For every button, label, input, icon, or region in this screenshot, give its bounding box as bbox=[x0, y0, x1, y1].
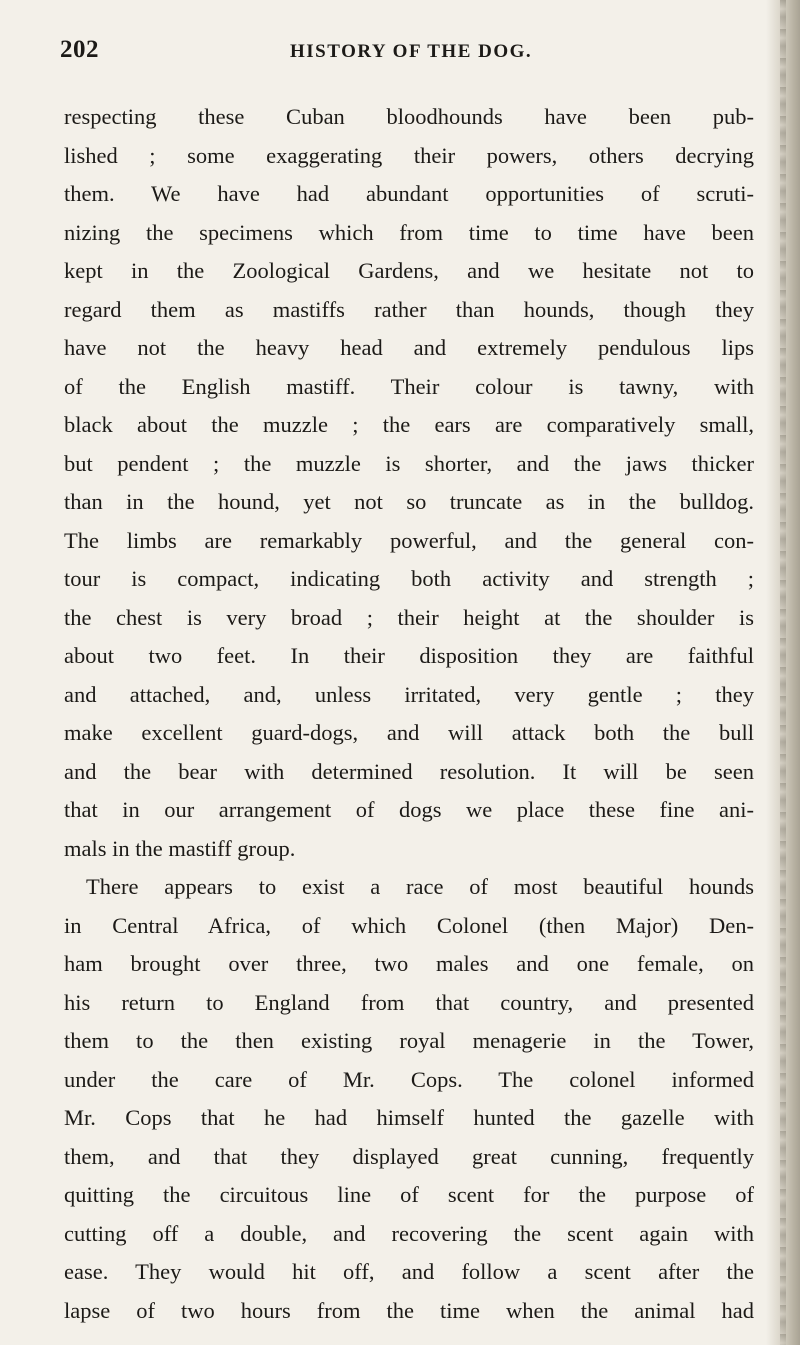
text-line: about two feet. In their disposition they are faithful bbox=[64, 643, 754, 668]
text-line: under the care of Mr. Cops. The colonel informed bbox=[64, 1066, 754, 1092]
text-line: lished ; some exaggerating their powers, others decrying bbox=[64, 142, 754, 168]
text-line: them. We have had abundant opportunities of scruti- bbox=[64, 181, 754, 206]
text-line: of the English mastiff. Their colour is tawny, with bbox=[64, 373, 754, 399]
text-line: and attached, and, unless irritated, very gentle ; they bbox=[64, 681, 754, 707]
text-line: Mr. Cops that he had himself hunted the gazelle with bbox=[64, 1105, 754, 1130]
text-line: lapse of two hours from the time when the animal had bbox=[64, 1297, 754, 1323]
text-line: than in the hound, yet not so truncate as in the bulldog. bbox=[64, 489, 754, 514]
text-line: them to the then existing royal menagerie in the Tower, bbox=[64, 1028, 754, 1053]
text-line-paragraph-start: There appears to exist a race of most beautiful hounds bbox=[86, 874, 754, 899]
text-line: black about the muzzle ; the ears are comparatively small, bbox=[64, 412, 754, 437]
text-line: tour is compact, indicating both activity and strength ; bbox=[64, 566, 754, 591]
text-line: ham brought over three, two males and one female, on bbox=[64, 951, 754, 976]
text-line: that in our arrangement of dogs we place these fine ani- bbox=[64, 797, 754, 822]
text-line: respecting these Cuban bloodhounds have been pub- bbox=[64, 104, 754, 129]
text-line: The limbs are remarkably powerful, and the general con- bbox=[64, 527, 754, 553]
text-line: in Central Africa, of which Colonel (then Major) Den- bbox=[64, 912, 754, 938]
running-head: HISTORY OF THE DOG. bbox=[290, 41, 533, 62]
text-line: them, and that they displayed great cunning, frequently bbox=[64, 1143, 754, 1169]
text-line: quitting the circuitous line of scent for the purpose of bbox=[64, 1182, 754, 1207]
text-line: kept in the Zoological Gardens, and we hesitate not to bbox=[64, 258, 754, 283]
text-line: nizing the specimens which from time to time have been bbox=[64, 219, 754, 245]
page-edge-shadow bbox=[766, 0, 800, 1345]
text-line-paragraph-end: mals in the mastiff group. bbox=[64, 835, 296, 861]
page-number: 202 bbox=[60, 36, 99, 63]
text-line: make excellent guard-dogs, and will attack both the bull bbox=[64, 720, 754, 745]
body-text bbox=[64, 98, 754, 1330]
text-line: ease. They would hit off, and follow a scent after the bbox=[64, 1259, 754, 1284]
text-line: regard them as mastiffs rather than hounds, though they bbox=[64, 296, 754, 322]
text-line: cutting off a double, and recovering the scent again with bbox=[64, 1220, 754, 1246]
text-line: have not the heavy head and extremely pendulous lips bbox=[64, 335, 754, 360]
text-line: and the bear with determined resolution. It will be seen bbox=[64, 758, 754, 784]
text-line: the chest is very broad ; their height at the shoulder is bbox=[64, 604, 754, 630]
text-line: his return to England from that country, and presented bbox=[64, 989, 754, 1015]
page-header bbox=[60, 36, 740, 76]
text-line: but pendent ; the muzzle is shorter, and the jaws thicker bbox=[64, 450, 754, 476]
